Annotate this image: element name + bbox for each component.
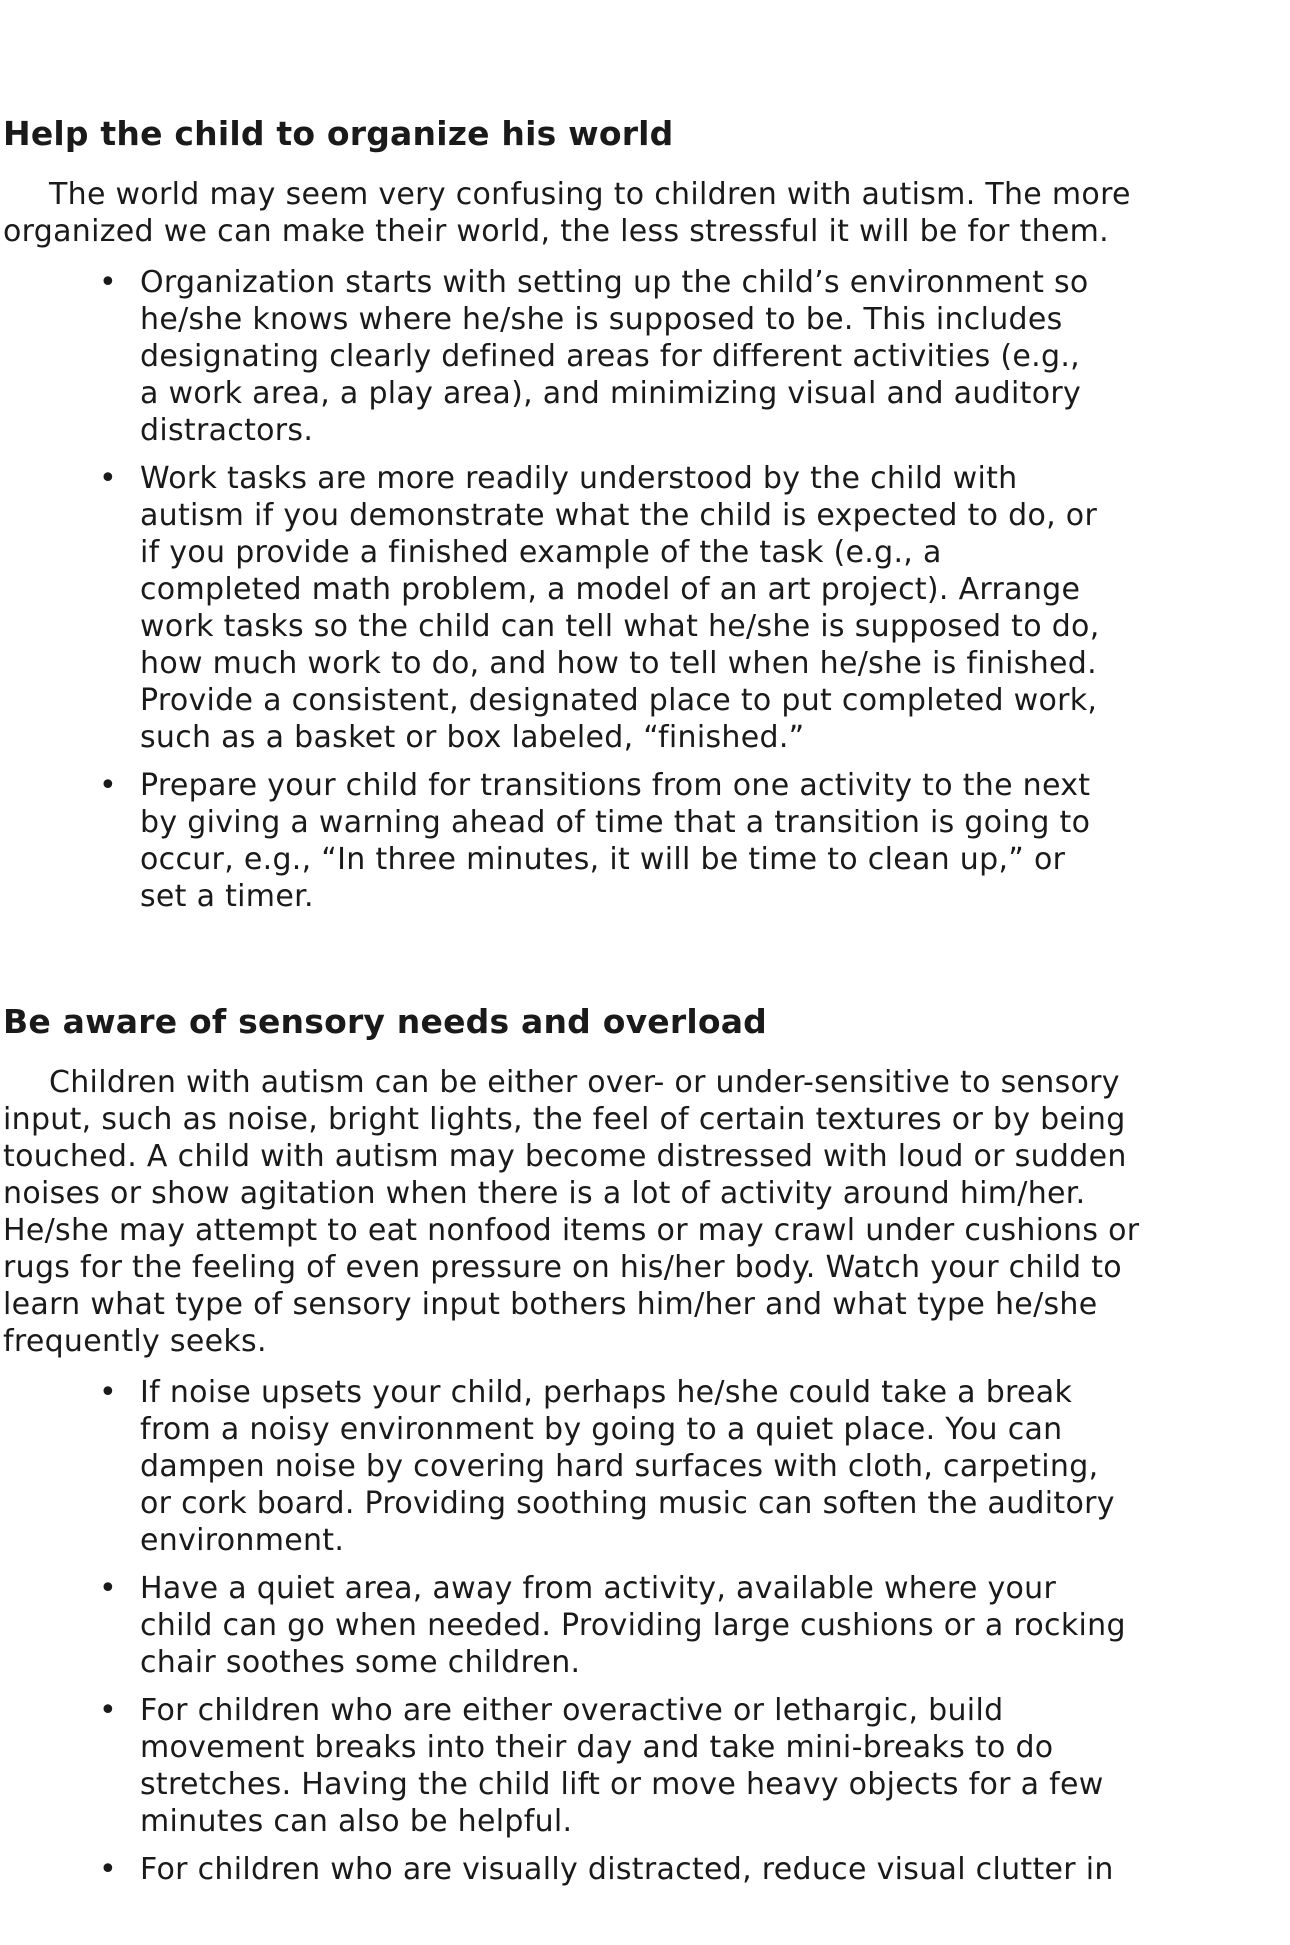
list-item: [99, 767, 1100, 915]
list-item-text: For children who are either overactive or lethargic, build movement breaks into their day and take mini-breaks to do stretches. Having the child lift or move heavy objects for a few minutes can also be helpful.: [140, 1693, 1104, 1839]
list-item: [99, 1692, 1130, 1840]
section-heading: Be aware of sensory needs and overload: [3, 1002, 768, 1041]
list-item: [99, 1851, 1130, 1888]
section-organize-world: [3, 112, 1143, 926]
list-item: [99, 1570, 1130, 1681]
section-intro-paragraph: The world may seem very confusing to children with autism. The more organized we can make their world, the less stressful it will be for them.: [3, 177, 1131, 249]
list-item: [99, 1374, 1130, 1559]
bullet-icon: •: [99, 265, 117, 300]
section-sensory-needs: [3, 1000, 1143, 1899]
bullet-icon: •: [99, 1375, 117, 1410]
list-item-text: Prepare your child for transitions from one activity to the next by giving a warning ahead of time that a transition is going to occur, e.g., “In three minutes, it will be time to clean up,” or set a timer.: [140, 768, 1091, 914]
list-item-text: If noise upsets your child, perhaps he/she could take a break from a noisy environment by going to a quiet place. You can dampen noise by covering hard surfaces with cloth, carpeting, or cork board. Providing soothing music can soften the auditory environment.: [140, 1375, 1115, 1558]
list-item: [99, 460, 1100, 756]
section-heading: Help the child to organize his world: [3, 114, 674, 153]
list-item-text: Organization starts with setting up the child’s environment so he/she knows where he/she is supposed to be. This includes designating clearly defined areas for different activities (e.g., a work area, a play area), and minimizing visual and auditory distractors.: [140, 265, 1089, 448]
list-item-text: Work tasks are more readily understood by the child with autism if you demonstrate what the child is expected to do, or if you provide a finished example of the task (e.g., a completed math problem, a model of an art project). Arrange work tasks so the child can tell what he/she is supposed to do, how much work to do, and how to tell when he/she is finished. Provide a consistent, designated place to put completed work, such as a basket or box labeled, “finished.”: [140, 461, 1100, 755]
bullet-list: [3, 264, 1100, 915]
list-item-text: Have a quiet area, away from activity, available where your child can go when needed. Providing large cushions or a rocking chair soothes some children.: [140, 1571, 1126, 1680]
bullet-icon: •: [99, 461, 117, 496]
list-item: [99, 264, 1100, 449]
bullet-list: [3, 1374, 1130, 1888]
list-item-text: For children who are visually distracted, reduce visual clutter in: [140, 1852, 1114, 1887]
section-intro-paragraph: Children with autism can be either over- or under-sensitive to sensory input, such as noise, bright lights, the feel of certain textures or by being touched. A child with autism may become distressed with loud or sudden noises or show agitation when there is a lot of activity around him/her. He/she may attempt to eat nonfood items or may crawl under cushions or rugs for the feeling of even pressure on his/her body. Watch your child to learn what type of sensory input bothers him/her and what type he/she frequently seeks.: [3, 1065, 1140, 1359]
bullet-icon: •: [99, 1693, 117, 1728]
bullet-icon: •: [99, 768, 117, 803]
bullet-icon: •: [99, 1571, 117, 1606]
bullet-icon: •: [99, 1852, 117, 1887]
